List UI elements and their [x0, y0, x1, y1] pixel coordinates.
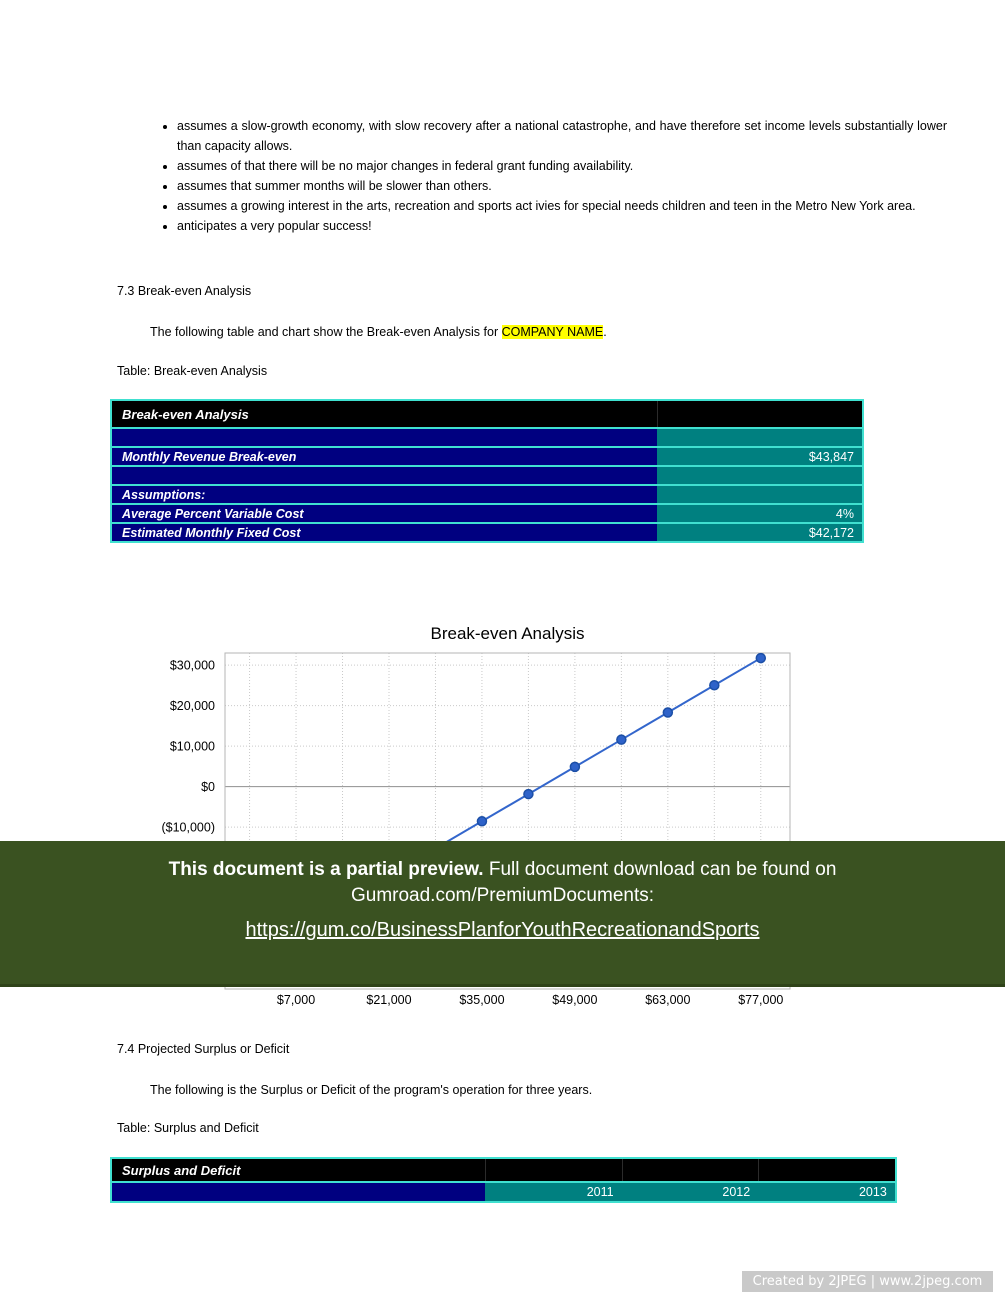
section-7-3-paragraph	[150, 322, 607, 342]
table-row	[112, 446, 862, 465]
row-label: Average Percent Variable Cost	[122, 506, 304, 521]
x-axis-tick-label: $35,000	[459, 993, 505, 1007]
chart-title: Break-even Analysis	[430, 624, 585, 643]
watermark-badge: Created by 2JPEG | www.2jpeg.com	[742, 1271, 993, 1292]
table-row	[112, 503, 862, 522]
data-point-marker	[710, 681, 719, 690]
surplus-deficit-table	[110, 1157, 897, 1203]
y-axis-tick-label: $10,000	[169, 739, 215, 754]
section-heading-7-3: 7.3 Break-even Analysis	[117, 284, 252, 298]
y-axis-tick-label: $20,000	[169, 699, 215, 714]
banner-bold-text: This document is a partial preview.	[168, 859, 484, 880]
row-label-cell	[112, 1183, 485, 1201]
table-caption-breakeven: Table: Break-even Analysis	[117, 364, 268, 378]
table-header-cell	[485, 1159, 622, 1181]
table-row	[112, 1181, 895, 1201]
data-point-marker	[524, 790, 533, 799]
year-cell: 2012	[722, 1185, 751, 1199]
table-row	[112, 484, 862, 503]
table-header-row	[112, 1159, 895, 1181]
row-label: Monthly Revenue Break-even	[122, 449, 297, 464]
row-value: $42,172	[808, 525, 854, 540]
data-point-marker	[477, 817, 486, 826]
gumroad-link[interactable]: https://gum.co/BusinessPlanforYouthRecreationandSports	[245, 919, 760, 941]
bullet-item: • assumes a growing interest in the arts, recreation and sports act ivies for special needs children and teen in the Metro New York area.	[177, 196, 947, 216]
bullet-item: • assumes a slow-growth economy, with slow recovery after a national catastrophe, and have therefore set income levels substantially lower than capacity allows.	[177, 116, 947, 156]
section-heading-7-4: 7.4 Projected Surplus or Deficit	[117, 1042, 290, 1056]
x-axis-tick-label: $7,000	[276, 993, 316, 1007]
row-value: 4%	[835, 506, 854, 521]
year-cell: 2011	[586, 1185, 614, 1199]
table-header-cell	[758, 1159, 895, 1181]
data-point-marker	[756, 654, 765, 663]
bullet-item: • assumes of that there will be no major changes in federal grant funding availability.	[177, 156, 947, 176]
table-header-cell	[622, 1159, 759, 1181]
banner-line-2: Gumroad.com/PremiumDocuments:	[350, 885, 655, 906]
table-header-cell	[657, 401, 862, 427]
table-row	[112, 522, 862, 541]
assumptions-bullet-list	[145, 116, 947, 236]
table-row	[112, 427, 862, 446]
row-value: $43,847	[808, 449, 854, 464]
row-label: Assumptions:	[122, 487, 206, 502]
breakeven-table	[110, 399, 864, 543]
data-point-marker	[570, 762, 579, 771]
x-axis-tick-label: $77,000	[738, 993, 784, 1007]
x-axis-tick-label: $21,000	[366, 993, 412, 1007]
table-header-row	[112, 401, 862, 427]
table-header-title: Surplus and Deficit	[122, 1162, 241, 1178]
banner-line-1	[0, 857, 1005, 883]
section-7-4-paragraph: The following is the Surplus or Deficit of the program's operation for three years.	[150, 1083, 593, 1097]
row-label: Estimated Monthly Fixed Cost	[122, 525, 301, 540]
bullet-item: • assumes that summer months will be slower than others.	[177, 176, 947, 196]
data-point-marker	[663, 708, 672, 717]
banner-regular-text: Full document download can be found on	[483, 859, 837, 880]
paragraph-text: The following table and chart show the Break-even Analysis for	[150, 325, 502, 339]
y-axis-tick-label: $0	[201, 780, 215, 795]
x-axis-tick-label: $63,000	[645, 993, 691, 1007]
company-name-highlight: COMPANY NAME	[501, 325, 604, 339]
data-point-marker	[617, 735, 626, 744]
x-axis-tick-label: $49,000	[552, 993, 598, 1007]
paragraph-text: .	[603, 325, 607, 339]
table-caption-surplus: Table: Surplus and Deficit	[117, 1121, 259, 1135]
bullet-item: • anticipates a very popular success!	[177, 216, 947, 236]
table-header-title: Break-even Analysis	[122, 406, 249, 422]
y-axis-tick-label: $30,000	[169, 658, 215, 673]
year-cell: 2013	[858, 1185, 887, 1199]
preview-banner	[0, 841, 1005, 987]
table-row	[112, 465, 862, 484]
y-axis-tick-label: ($10,000)	[161, 820, 215, 835]
